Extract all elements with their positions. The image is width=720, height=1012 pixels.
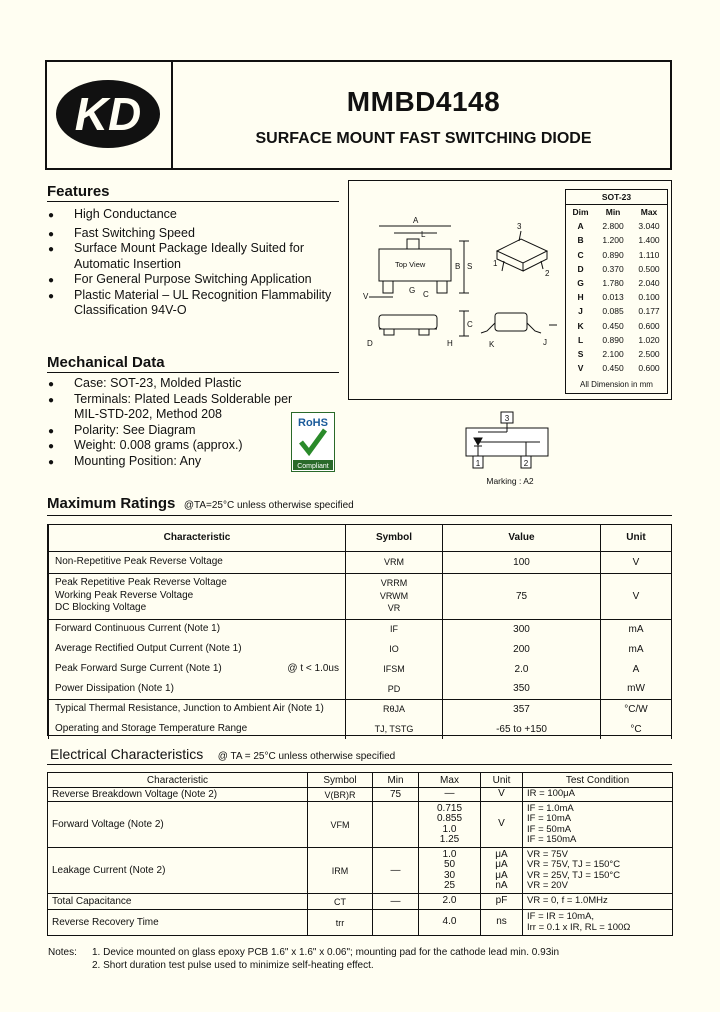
electrical-row xyxy=(48,894,673,910)
ec-max: 2.0 xyxy=(419,894,481,910)
mr-characteristic: Non-Repetitive Peak Reverse Voltage xyxy=(55,555,223,567)
mr-value: 350 xyxy=(443,679,601,699)
dim-max: 0.600 xyxy=(638,363,660,374)
pin-2-label: 2 xyxy=(523,459,529,468)
ec-header-unit: Unit xyxy=(481,773,523,788)
svg-text:2: 2 xyxy=(545,269,550,278)
dim-letter: K xyxy=(577,320,584,331)
svg-text:C: C xyxy=(423,290,429,299)
ec-condition: IR = 100μA xyxy=(523,788,673,802)
mr-unit: A xyxy=(601,659,672,679)
mechanical-item: ● Weight: 0.008 grams (approx.) xyxy=(48,438,348,454)
mr-value: 200 xyxy=(443,639,601,659)
dim-max: 1.020 xyxy=(638,334,660,345)
mr-characteristic: Peak Forward Surge Current (Note 1) xyxy=(55,662,222,674)
electrical-condition: @ TA = 25°C unless otherwise specified xyxy=(217,751,396,762)
mr-symbol: IO xyxy=(346,639,443,659)
ec-symbol: CT xyxy=(308,894,373,910)
dim-letter: J xyxy=(578,306,583,317)
mr-char-cell xyxy=(49,719,346,739)
electrical-row xyxy=(48,788,673,802)
ec-symbol: trr xyxy=(308,910,373,936)
dimension-row xyxy=(566,361,667,375)
feature-item: ● Plastic Material – UL Recognition Flammability Classification 94V-O xyxy=(48,288,349,319)
svg-text:V: V xyxy=(363,292,369,301)
mr-unit: mA xyxy=(601,639,672,659)
notes xyxy=(48,946,673,972)
mr-symbol: VRRM VRWM VR xyxy=(346,573,443,619)
subtitle: SURFACE MOUNT FAST SWITCHING DIODE xyxy=(255,130,592,147)
mr-unit: mA xyxy=(601,619,672,639)
ec-characteristic: Forward Voltage (Note 2) xyxy=(48,802,308,848)
mr-unit: V xyxy=(601,573,672,619)
rohs-badge xyxy=(291,412,335,472)
dim-min: 0.450 xyxy=(602,320,624,331)
compliant-text: Compliant xyxy=(297,463,329,470)
ec-characteristic: Reverse Breakdown Voltage (Note 2) xyxy=(48,788,308,802)
logo-text: KD xyxy=(74,88,142,140)
dim-min: 2.100 xyxy=(602,348,624,359)
ec-symbol: VFM xyxy=(308,802,373,848)
max-ratings-heading xyxy=(47,495,354,513)
ec-min xyxy=(373,910,419,936)
dim-max: 2.040 xyxy=(638,278,660,289)
max-rating-row xyxy=(49,679,672,699)
svg-text:G: G xyxy=(409,286,416,295)
ec-max: 1.0 50 30 25 xyxy=(419,848,481,894)
ec-header-max: Max xyxy=(419,773,481,788)
dimension-row xyxy=(566,333,667,347)
mechanical-item: ● Polarity: See Diagram xyxy=(48,423,348,439)
mr-char-cell xyxy=(49,679,346,699)
dimension-row xyxy=(566,290,667,304)
ec-characteristic: Leakage Current (Note 2) xyxy=(48,848,308,894)
note-item: 2. Short duration test pulse used to minimize self-heating effect. xyxy=(92,960,374,971)
dim-max: 1.400 xyxy=(638,235,660,246)
dim-header: Dim xyxy=(572,207,589,218)
pin-diagram xyxy=(460,410,560,488)
ec-max: — xyxy=(419,788,481,802)
mr-header-unit: Unit xyxy=(601,525,672,551)
dim-letter: B xyxy=(577,235,584,246)
dimension-table-title: SOT-23 xyxy=(566,190,667,205)
electrical-row xyxy=(48,802,673,848)
svg-text:S: S xyxy=(467,262,473,271)
mr-unit: V xyxy=(601,551,672,573)
package-outline-drawing xyxy=(349,181,564,399)
dim-max: 0.500 xyxy=(638,263,660,274)
features-list xyxy=(48,207,348,319)
mr-symbol: IFSM xyxy=(346,659,443,679)
ec-characteristic: Total Capacitance xyxy=(48,894,308,910)
mr-char-cell xyxy=(49,699,346,719)
electrical-title: Electrical Characteristics xyxy=(50,746,204,762)
mr-header-symbol: Symbol xyxy=(346,525,443,551)
mr-characteristic: Forward Continuous Current (Note 1) xyxy=(55,623,221,634)
dim-letter: D xyxy=(577,263,584,274)
ec-condition: VR = 0, f = 1.0MHz xyxy=(523,894,673,910)
dim-max: 2.500 xyxy=(638,348,660,359)
mr-unit: mW xyxy=(601,679,672,699)
ec-header-min: Min xyxy=(373,773,419,788)
max-rating-row xyxy=(49,719,672,739)
svg-text:3: 3 xyxy=(517,222,522,231)
max-rating-row xyxy=(49,573,672,619)
ec-condition: IF = 1.0mA IF = 10mA IF = 50mA IF = 150mA xyxy=(523,802,673,848)
ec-unit: μA μA μA nA xyxy=(481,848,523,894)
top-view-label: Top View xyxy=(395,260,426,269)
mr-characteristic: Typical Thermal Resistance, Junction to Ambient Air (Note 1) xyxy=(55,703,324,714)
mr-symbol: IF xyxy=(346,619,443,639)
feature-item: ● Surface Mount Package Ideally Suited for Automatic Insertion xyxy=(48,241,314,272)
mr-characteristic: Peak Repetitive Peak Reverse Voltage Working Peak Reverse Voltage DC Blocking Voltage xyxy=(55,577,227,614)
mr-symbol: RθJA xyxy=(346,699,443,719)
mr-value: -65 to +150 xyxy=(443,719,601,739)
features-title: Features xyxy=(47,183,110,200)
max-ratings-rule xyxy=(47,515,672,516)
ec-symbol: IRM xyxy=(308,848,373,894)
electrical-heading xyxy=(50,746,395,764)
dim-min: 0.890 xyxy=(602,249,624,260)
mr-symbol: TJ, TSTG xyxy=(346,719,443,739)
mr-value: 357 xyxy=(443,699,601,719)
ec-unit: ns xyxy=(481,910,523,936)
ec-characteristic: Reverse Recovery Time xyxy=(48,910,308,936)
ec-max: 0.715 0.855 1.0 1.25 xyxy=(419,802,481,848)
dim-letter: H xyxy=(577,292,584,303)
dimension-row xyxy=(566,233,667,247)
dim-letter: C xyxy=(577,249,584,260)
mr-symbol: PD xyxy=(346,679,443,699)
ec-symbol: V(BR)R xyxy=(308,788,373,802)
svg-text:J: J xyxy=(543,338,547,347)
svg-text:K: K xyxy=(489,340,495,349)
dimension-row xyxy=(566,347,667,361)
mr-condition: @ t < 1.0us xyxy=(287,662,339,674)
svg-text:D: D xyxy=(367,339,373,348)
ec-unit: pF xyxy=(481,894,523,910)
dim-max: 0.177 xyxy=(638,306,660,317)
mr-header-value: Value xyxy=(443,525,601,551)
dimension-row xyxy=(566,219,667,233)
package-drawing-box xyxy=(348,180,672,400)
dim-letter: S xyxy=(577,348,584,359)
mr-value: 2.0 xyxy=(443,659,601,679)
mr-char-cell xyxy=(49,573,346,619)
electrical-row xyxy=(48,910,673,936)
mr-value: 100 xyxy=(443,551,601,573)
feature-item: ● For General Purpose Switching Application xyxy=(48,272,348,288)
pin-1-label: 1 xyxy=(475,459,481,468)
notes-label: Notes: xyxy=(48,947,77,958)
ec-header-cond: Test Condition xyxy=(523,773,673,788)
dimension-table xyxy=(566,205,667,375)
feature-item: ● High Conductance xyxy=(48,207,348,223)
part-number: MMBD4148 xyxy=(346,86,501,117)
dimension-row xyxy=(566,276,667,290)
electrical-table xyxy=(47,772,673,936)
svg-text:A: A xyxy=(413,216,419,225)
ec-unit: V xyxy=(481,788,523,802)
features-rule xyxy=(47,201,339,202)
mr-characteristic: Average Rectified Output Current (Note 1) xyxy=(55,642,242,654)
ec-min: — xyxy=(373,848,419,894)
ec-min: 75 xyxy=(373,788,419,802)
max-rating-row xyxy=(49,659,672,679)
dimension-row xyxy=(566,304,667,318)
electrical-row xyxy=(48,848,673,894)
dimension-row xyxy=(566,319,667,333)
svg-text:B: B xyxy=(455,262,461,271)
max-rating-row xyxy=(49,619,672,639)
dim-min: 0.013 xyxy=(602,292,624,303)
mr-char-cell xyxy=(49,639,346,659)
mr-unit: °C/W xyxy=(601,699,672,719)
pin-3-label: 3 xyxy=(504,414,510,423)
dim-letter: L xyxy=(577,334,584,345)
dim-min: 0.890 xyxy=(602,334,624,345)
marking-label: Marking : A2 xyxy=(486,476,534,486)
mr-value: 300 xyxy=(443,619,601,639)
mr-value: 75 xyxy=(443,573,601,619)
max-rating-row xyxy=(49,639,672,659)
feature-item: ● Fast Switching Speed xyxy=(48,226,348,242)
mechanical-item: ● Mounting Position: Any xyxy=(48,454,348,470)
mr-symbol: VRM xyxy=(346,551,443,573)
dimension-footer: All Dimension in mm xyxy=(580,380,653,389)
ec-header-char: Characteristic xyxy=(48,773,308,788)
rohs-text: RoHS xyxy=(298,417,328,429)
mechanical-title: Mechanical Data xyxy=(47,354,165,371)
svg-text:L: L xyxy=(421,230,426,239)
max-ratings-condition: @TA=25°C unless otherwise specified xyxy=(183,500,354,511)
mr-char-cell xyxy=(49,659,346,679)
max-header: Max xyxy=(640,207,658,218)
ec-condition: IF = IR = 10mA, Irr = 0.1 x IR, RL = 100Ω xyxy=(523,910,673,936)
ec-condition: VR = 75V VR = 75V, TJ = 150°C VR = 25V, TJ = 150°C VR = 20V xyxy=(523,848,673,894)
company-logo xyxy=(47,62,171,166)
svg-text:C: C xyxy=(467,320,473,329)
mr-char-cell xyxy=(49,619,346,639)
svg-text:H: H xyxy=(447,339,453,348)
dim-max: 3.040 xyxy=(638,221,660,232)
dim-letter: G xyxy=(577,278,584,289)
mr-header-char: Characteristic xyxy=(49,525,346,551)
dim-letter: A xyxy=(577,221,584,232)
dim-min: 1.200 xyxy=(602,235,624,246)
mr-characteristic: Operating and Storage Temperature Range xyxy=(55,722,248,734)
mechanical-rule xyxy=(47,372,339,373)
dim-min: 1.780 xyxy=(602,278,624,289)
dim-min: 2.800 xyxy=(602,221,624,232)
max-rating-row xyxy=(49,699,672,719)
dim-letter: V xyxy=(577,363,584,374)
dim-max: 0.600 xyxy=(638,320,660,331)
max-ratings-title: Maximum Ratings xyxy=(47,495,176,512)
max-ratings-table-box xyxy=(47,524,672,736)
note-item: 1. Device mounted on glass epoxy PCB 1.6" x 1.6" x 0.06"; mounting pad for the cathode lead min. 0.93in xyxy=(92,947,560,958)
svg-text:1: 1 xyxy=(493,259,498,268)
logo-cell xyxy=(47,62,173,168)
min-header: Min xyxy=(605,207,621,218)
ec-min: — xyxy=(373,894,419,910)
dimension-table-box xyxy=(565,189,668,394)
ec-unit: V xyxy=(481,802,523,848)
mr-char-cell xyxy=(49,551,346,573)
electrical-rule xyxy=(47,764,672,765)
mr-characteristic: Power Dissipation (Note 1) xyxy=(55,682,174,694)
dim-max: 1.110 xyxy=(638,249,660,260)
dim-max: 0.100 xyxy=(638,292,660,303)
dimension-row xyxy=(566,262,667,276)
mechanical-item: ● Case: SOT-23, Molded Plastic xyxy=(48,376,348,392)
mr-unit: °C xyxy=(601,719,672,739)
electrical-table-box xyxy=(47,772,672,936)
mechanical-item: ● Terminals: Plated Leads Solderable per MIL-STD-202, Method 208 xyxy=(48,392,314,423)
dim-min: 0.085 xyxy=(602,306,624,317)
ec-max: 4.0 xyxy=(419,910,481,936)
max-ratings-table xyxy=(48,525,672,739)
dim-min: 0.370 xyxy=(602,263,624,274)
dimension-row xyxy=(566,248,667,262)
max-rating-row xyxy=(49,551,672,573)
ec-header-symbol: Symbol xyxy=(308,773,373,788)
dim-min: 0.450 xyxy=(602,363,624,374)
ec-min xyxy=(373,802,419,848)
